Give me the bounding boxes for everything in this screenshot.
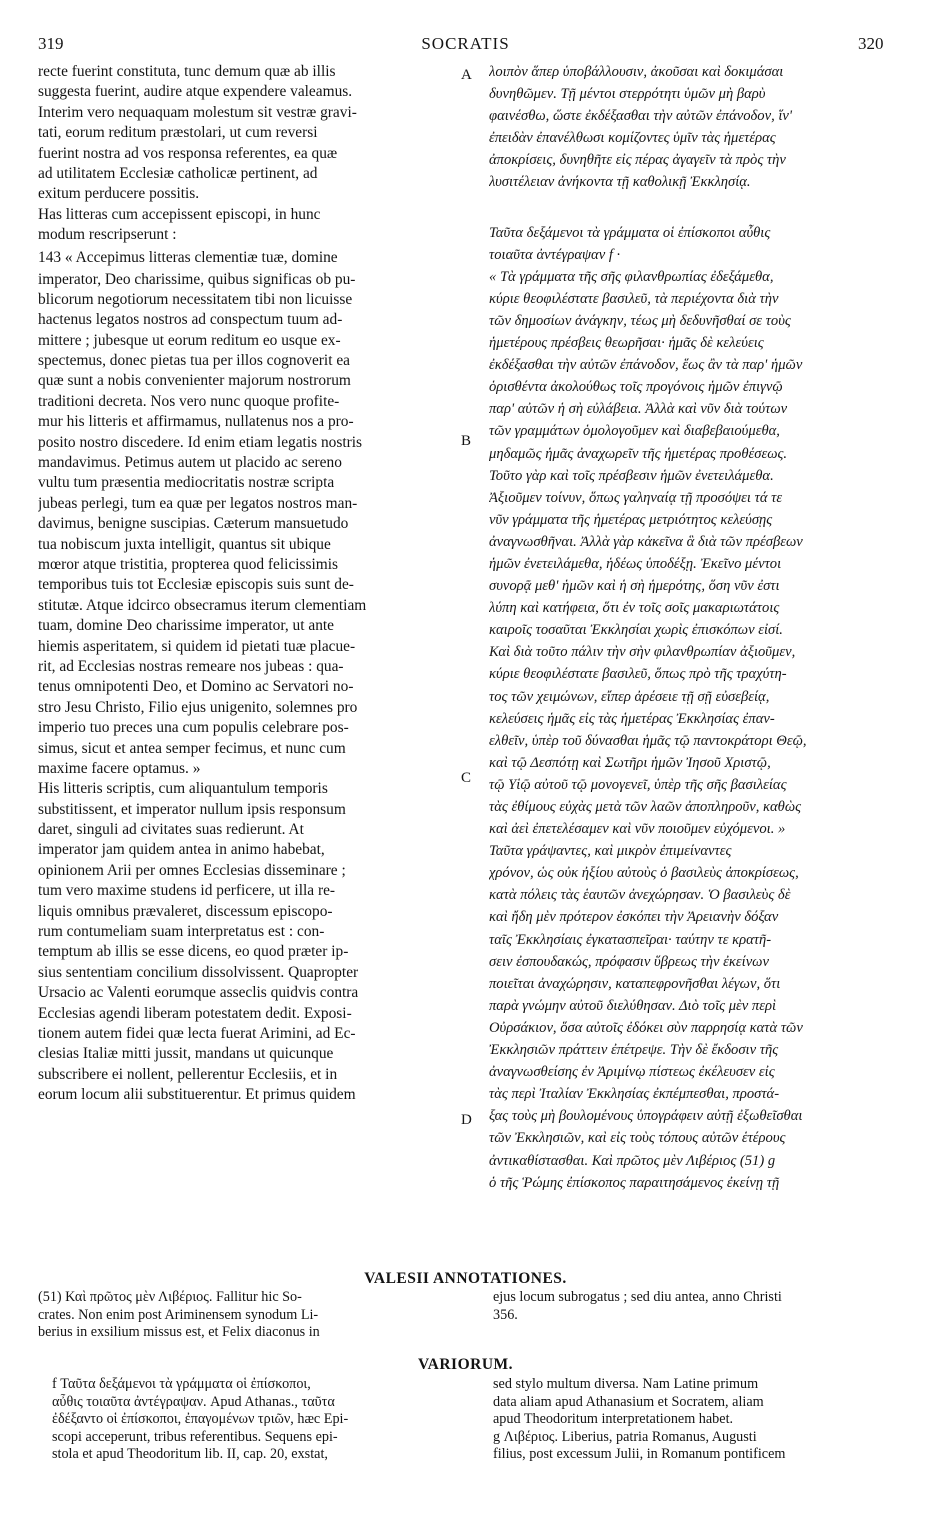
text-line: ὁ τῆς Ῥώμης ἐπίσκοπος παραιτησάμενος ἐκείνῃ τῇ	[489, 1174, 780, 1191]
text-line: μηδαμῶς ἡμᾶς ἀναχωρεῖν τῆς ἡμετέρας προθέσεως.	[489, 445, 788, 462]
text-line: sius sententiam concilium dissolvissent. Quapropter	[38, 963, 359, 981]
text-line: καὶ ἀεὶ ἐπετελέσαμεν καὶ νῦν ποιοῦμεν εὐχόμενοι. »	[489, 821, 786, 838]
text-line: Ταῦτα δεξάμενοι τὰ γράμματα οἱ ἐπίσκοποι αὖθις	[489, 224, 771, 241]
text-line: τος τῶν χειμώνων, εἴπερ ἀρέσειε τῇ σῇ εὐσεβείᾳ,	[489, 688, 770, 705]
text-line: Ecclesias agendi liberam potestatem dedit. Exposi-	[38, 1004, 352, 1022]
text-line	[489, 194, 909, 222]
text-line: crates. Non enim post Ariminensem synodum Li-	[38, 1306, 319, 1323]
text-line: clesias Italiæ mitti jussit, mandans ut quicunque	[38, 1045, 334, 1063]
text-line: ejus locum subrogatus ; sed diu antea, anno Christi	[493, 1289, 782, 1305]
variorum-note-right	[493, 1376, 909, 1464]
text-line: Ἐκκλησιῶν πράττειν ἐπέτρεψε. Τὴν δὲ ἔκδοσιν τῆς	[489, 1042, 779, 1059]
text-line: traditioni decreta. Nos vero nunc quoque profite-	[38, 392, 340, 410]
text-line: (51) Καὶ πρῶτος μὲν Λιβέριος. Fallitur hic So-	[38, 1289, 302, 1305]
running-title: SOCRATIS	[421, 34, 510, 53]
text-line: κύριε θεοφιλέστατε βασιλεῦ, ὅπως πρὸ τῆς τραχύτη-	[489, 666, 787, 683]
variorum-note-left	[52, 1376, 472, 1464]
text-line: παρ' αὐτῶν ἡ σὴ εὐλάβεια. Ἀλλὰ καὶ νῦν διὰ τούτων	[489, 401, 788, 418]
text-line: imperio tuo preces una cum populis celebrare pos-	[38, 719, 349, 737]
text-line: παρὰ γνώμην αὐτοῦ διελύθησαν. Διὸ τοῖς μὲν περὶ	[489, 997, 777, 1014]
margin-marker-a: A	[461, 67, 472, 83]
text-line: λύπη καὶ κατήφεια, ὅτι ἐν τοῖς σοῖς μακαριωτάτοις	[489, 600, 780, 617]
text-line: Καὶ διὰ τοῦτο πάλιν τὴν σὴν φιλανθρωπίαν ἀξιοῦμεν,	[489, 644, 796, 661]
text-line: ἡμῶν ἐνετειλάμεθα, ἡδέως ὑποδέξῃ. Ἐκεῖνο μέντοι	[489, 555, 782, 572]
text-line: rum contumeliam suam interpretatus est : con-	[38, 923, 325, 941]
text-line: exitum perducere possitis.	[38, 185, 200, 203]
text-line: 143 « Accepimus litteras clementiæ tuæ, domine	[38, 248, 338, 266]
text-line: ἀντικαθίστασθαι. Καὶ πρῶτος μὲν Λιβέριος (51) g	[489, 1152, 776, 1169]
text-line: His litteris scriptis, cum aliquantulum temporis	[38, 780, 328, 798]
text-line: rit, ad Ecclesias nostras remeare nos jubeas : qua-	[38, 657, 344, 675]
text-line: sed stylo multum diversa. Nam Latine primum	[493, 1376, 759, 1392]
text-line: ταῖς Ἐκκλησίαις ἐγκατασπεῖραι· ταύτην τε κρατῆ-	[489, 931, 772, 948]
text-line: tuam, domine Deo charissime imperator, ut ante	[38, 617, 334, 635]
text-line: data aliam apud Athanasium et Socratem, aliam	[493, 1393, 764, 1410]
text-line: quæ sunt a nobis convenienter majorum nostrorum	[38, 372, 351, 390]
latin-column	[38, 62, 458, 1106]
text-line: Ἀξιοῦμεν τοίνυν, ὅπως γαληναίᾳ τῇ προσόψει τά τε	[489, 489, 783, 506]
text-line: καὶ τῷ Δεσπότῃ καὶ Σωτῆρι ἡμῶν Ἰησοῦ Χριστῷ,	[489, 754, 771, 771]
text-line: posito nostro discedere. Id enim etiam legatis nostris	[38, 433, 362, 451]
text-line: τῶν δημοσίων ἀνάγκην, τέως μὴ δεδυνῆσθαί σε τοὺς	[489, 312, 791, 329]
text-line: 356.	[493, 1306, 518, 1323]
valesii-note-right	[493, 1289, 909, 1324]
text-line: ἐδέξαντο οἱ ἐπίσκοποι, ἐπαγομένων τριῶν, hæc Epi-	[52, 1411, 349, 1428]
text-line: τῶν γραμμάτων ὁμολογοῦμεν καὶ διαβεβαιούμεθα,	[489, 423, 780, 440]
text-line: Ταῦτα γράψαντες, καὶ μικρὸν ἐπιμείναντες	[489, 843, 732, 860]
text-line: eorum locum alii substituerentur. Et primus quidem	[38, 1086, 356, 1104]
text-line: maxime facere optamus. »	[38, 759, 201, 777]
text-line: τῶν Ἐκκλησιῶν, καὶ εἰς τοὺς τόπους αὐτῶν ἑτέρους	[489, 1130, 786, 1147]
text-line: imperator, Deo charissime, quibus significas ob pu-	[38, 270, 356, 288]
text-line: stro Jesu Christo, Filio ejus unigenito, solemnes pro	[38, 698, 358, 716]
text-line: Ursacio ac Valenti eorumque asseclis quidvis contra	[38, 984, 359, 1002]
text-line: jubeas perlegi, tum ea quæ per legatos nostros man-	[38, 494, 358, 512]
text-line: mœror atque tristitia, propterea quod felicissimis	[38, 555, 339, 573]
margin-marker-d: D	[461, 1112, 472, 1128]
text-line: ad utilitatem Ecclesiæ catholicæ pertinent, ad	[38, 164, 318, 182]
text-line: spectemus, donec pietas tua per illos cognoverit ea	[38, 352, 350, 370]
text-line: Has litteras cum accepissent episcopi, in hunc	[38, 205, 321, 223]
text-line: opinionem Arii per omnes Ecclesias disseminare ;	[38, 861, 346, 879]
text-line: tum vero maxime studens id perficere, ut illa re-	[38, 882, 336, 900]
margin-marker-c: C	[461, 770, 472, 786]
text-line: ελθεῖν, ὑπὲρ τοῦ δύνασθαι ἡμᾶς τῷ παντοκράτορι Θεῷ,	[489, 732, 807, 749]
text-line: stitutæ. Atque idcirco obsecramus iterum clementiam	[38, 596, 367, 614]
text-line: tenus omnipotenti Deo, et Domino ac Servatori no-	[38, 678, 354, 696]
text-line: substitissent, et imperator nullum ipsis responsum	[38, 800, 346, 818]
text-line: modum rescripserunt :	[38, 226, 177, 244]
text-line: ξας τοὺς μὴ βουλομένους ὑπογράφειν αὐτῇ ἐξωθεῖσθαι	[489, 1108, 803, 1125]
greek-column	[489, 61, 909, 1194]
text-line: berius in exsilium missus est, et Felix diaconus in	[38, 1324, 320, 1341]
text-line: φαινέσθω, ὥστε ἐκδέξασθαι τὴν αὐτῶν ἐπάνοδον, ἵν'	[489, 108, 793, 125]
text-line: temporibus tuis tot Ecclesiæ episcopis suis sunt de-	[38, 576, 354, 594]
text-line: daret, singuli ad civitates suas redierunt. At	[38, 821, 304, 839]
text-line: imperator jam quidem antea in animo habebat,	[38, 841, 325, 859]
text-line: recte fuerint constituta, tunc demum quæ ab illis	[38, 63, 336, 80]
page-number-left: 319	[38, 34, 64, 53]
text-line: κατὰ πόλεις τὰς ἑαυτῶν ἀνεχώρησαν. Ὁ βασιλεὺς δὲ	[489, 887, 791, 904]
text-line: Interim vero nequaquam molestum sit vestræ gravi-	[38, 103, 357, 121]
text-line: simus, sicut et antea semper fecimus, et nunc cum	[38, 739, 346, 757]
text-line: g Λιβέριος. Liberius, patria Romanus, Augusti	[493, 1428, 757, 1445]
variorum-heading: VARIORUM.	[417, 1356, 514, 1373]
text-line: « Τὰ γράμματα τῆς σῆς φιλανθρωπίας ἐδεξάμεθα,	[489, 268, 774, 285]
text-line: apud Theodoritum interpretationem habet.	[493, 1411, 734, 1428]
text-line: Οὐρσάκιον, ὅσα αὐτοῖς ἐδόκει σὺν παρρησίᾳ κατὰ τῶν	[489, 1019, 803, 1036]
text-line: mur his litteris et affirmamus, nullatenus nos a pro-	[38, 413, 354, 431]
text-line: mandavimus. Petimus autem ut placido ac sereno	[38, 454, 342, 472]
text-line: blicorum negotiorum necessitatem tibi non licuisse	[38, 290, 353, 308]
text-line: liquis omnibus prævaleret, discessum episcopo-	[38, 902, 333, 920]
text-line: ὁρισθέντα ἀκολούθως τοῖς προγόνοις ἡμῶν ἐπιγνῷ	[489, 379, 783, 396]
text-line: fuerint nostra ad vos responsa referentes, ea quæ	[38, 144, 338, 162]
text-line: filius, post excessum Julii, in Romanum pontificem	[493, 1446, 786, 1463]
text-line: τῷ Υἱῷ αὐτοῦ τῷ μονογενεῖ, ὑπὲρ τῆς σῆς βασιλείας	[489, 776, 787, 793]
text-line: ἐπειδὰν ἐπανέλθωσι κομίζοντες ὑμῖν τὰς ἡμετέρας	[489, 130, 776, 147]
text-line: τοιαῦτα ἀντέγραψαν f ·	[489, 246, 621, 263]
text-line: καὶ ἤδη μὲν πρότερον ἐσκόπει τὴν Ἀρειανὴν δόξαν	[489, 909, 779, 926]
text-line: subscribere ei nollent, pellerentur Ecclesiis, et in	[38, 1065, 338, 1083]
text-line: κελεύσεις ἡμᾶς εἰς τὰς ἡμετέρας Ἐκκλησίας ἐπαν-	[489, 710, 775, 727]
text-line: τὰς περὶ Ἰταλίαν Ἐκκλησίας ἐκπέμπεσθαι, προστά-	[489, 1086, 780, 1103]
text-line: τὰς ἐθίμους εὐχὰς μετὰ τῶν λαῶν ἀποπληροῦν, καθὼς	[489, 799, 802, 815]
text-line: κύριε θεοφιλέστατε βασιλεῦ, τὰ περιέχοντα διὰ τὴν	[489, 290, 779, 307]
text-line: Τοῦτο γὰρ καὶ τοῖς πρέσβεσιν ἡμῶν ἐνετειλάμεθα.	[489, 467, 774, 484]
text-line: vultu tum præsentia mediocritatis nostræ scripta	[38, 474, 335, 492]
text-line: f Ταῦτα δεξάμενοι τὰ γράμματα οἱ ἐπίσκοποι,	[52, 1376, 311, 1392]
text-line: λυσιτέλειαν ἀνήκοντα τῇ καθολικῇ Ἐκκλησίᾳ.	[489, 174, 751, 191]
text-line: νῦν γράμματα τῆς ἡμετέρας μετριότητος κελεύσῃς	[489, 511, 773, 528]
text-line: scopi acceperunt, tribus referentibus. Sequens epi-	[52, 1428, 338, 1445]
text-line: χρόνον, ὡς οὐκ ἠξίου αὐτοὺς ὁ βασιλεὺς ἀποκρίσεως,	[489, 865, 799, 882]
text-line: σειν ἐσπουδακώς, πρόφασιν ὕβρεως τὴν ἐκείνων	[489, 953, 769, 970]
margin-marker-b: B	[461, 433, 472, 449]
text-line: ἀναγνωσθῆναι. Ἀλλὰ γὰρ κἀκεῖνα ἃ διὰ τῶν πρέσβεων	[489, 533, 803, 550]
text-line: ἡμετέρους πρέσβεις θεωρῆσαι· ἡμᾶς δὲ κελεύεις	[489, 335, 764, 352]
text-line: tua nobiscum juxta intelligit, quantus sit ubique	[38, 535, 331, 553]
text-line: mittere ; jubesque ut eorum reditum eo usque ex-	[38, 331, 341, 349]
valesii-heading: VALESII ANNOTATIONES.	[364, 1270, 567, 1287]
text-line: temptum ab illis se esse dicens, eo quod præter ip-	[38, 943, 349, 961]
text-line: tionem autem fidei quæ lecta fuerat Arimini, ad Ec-	[38, 1024, 356, 1042]
text-line: hactenus legatos nostros ad conspectum tuum ad-	[38, 311, 343, 329]
text-line: ποιεῖται ἀναχώρησιν, καταπεφρονῆσθαι λέγων, ὅτι	[489, 975, 781, 992]
page-number-right: 320	[858, 34, 884, 53]
text-line: suggesta fuerint, audire atque expendere valeamus.	[38, 83, 353, 101]
text-line: tati, eorum reditum præstolari, ut cum reversi	[38, 124, 318, 142]
text-line: hiemis asperitatem, si quidem id pietati tuæ placue-	[38, 637, 356, 655]
text-line: λοιπὸν ἅπερ ὑποβάλλουσιν, ἀκοῦσαι καὶ δοκιμάσαι	[489, 64, 784, 80]
valesii-note-left	[38, 1289, 468, 1342]
text-line: δυνηθῶμεν. Τῇ μέντοι στερρότητι ὑμῶν μὴ βαρὺ	[489, 86, 766, 103]
text-line: ἐκδέξασθαι τὴν αὐτῶν ἐπάνοδον, ἕως ἂν τὰ παρ' ἡμῶν	[489, 357, 803, 374]
text-line: davimus, benigne suscipias. Cæterum mansuetudo	[38, 515, 349, 533]
text-line: ἀναγνωσθείσης ἐν Ἀριμίνῳ πίστεως ἐκέλευσεν εἰς	[489, 1064, 775, 1081]
text-line: συνορᾷ μεθ' ἡμῶν καὶ ἡ σὴ ἡμερότης, ὅση νῦν ἐστι	[489, 578, 780, 595]
text-line: αὖθις τοιαῦτα ἀντέγραψαν. Apud Athanas., ταῦτα	[52, 1393, 335, 1410]
text-line: stola et apud Theodoritum lib. II, cap. 20, exstat,	[52, 1446, 328, 1463]
text-line: ἀποκρίσεις, δυνηθῆτε εἰς πέρας ἀγαγεῖν τὰ πρὸς τὴν	[489, 152, 786, 169]
text-line: καιροῖς τοσαῦται Ἐκκλησίαι χωρὶς ἐπισκόπων εἰσί.	[489, 622, 783, 639]
